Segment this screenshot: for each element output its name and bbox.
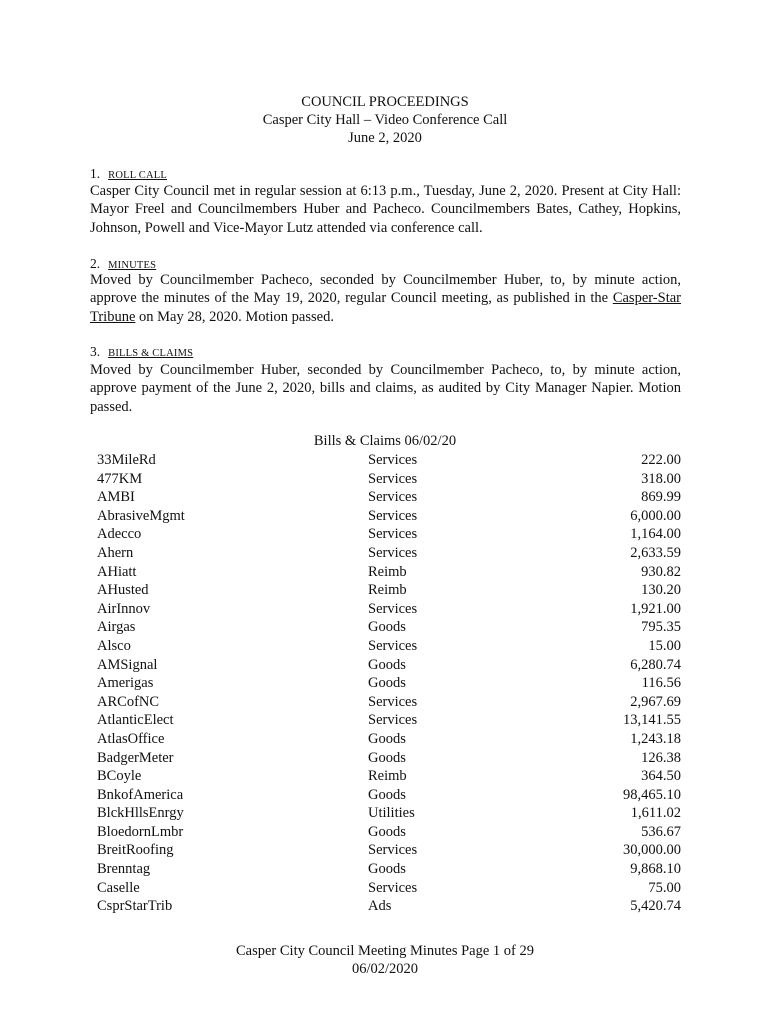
- bill-amount: 1,611.02: [630, 805, 681, 822]
- bill-vendor: BloedornLmbr: [97, 823, 184, 840]
- table-row: [97, 618, 681, 637]
- bill-amount: 6,000.00: [630, 507, 681, 524]
- minutes-paragraph: [90, 271, 681, 326]
- table-row: [97, 581, 681, 600]
- bill-vendor: Caselle: [97, 879, 140, 896]
- bill-vendor: BCoyle: [97, 768, 142, 785]
- section-number: 2.: [90, 256, 101, 271]
- bill-type: Services: [368, 507, 418, 524]
- table-row: [97, 730, 681, 749]
- bill-amount: 130.20: [641, 582, 681, 599]
- newspaper-name: Casper-Star Tribune: [90, 290, 681, 325]
- bill-type: Reimb: [368, 768, 407, 785]
- table-row: [97, 637, 681, 656]
- bill-type: Reimb: [368, 582, 407, 599]
- section-number: 1.: [90, 166, 101, 181]
- bill-type: Goods: [368, 786, 406, 803]
- bill-vendor: AMBI: [97, 489, 135, 506]
- bill-type: Goods: [368, 675, 406, 692]
- section-label: BILLS & CLAIMS: [108, 348, 194, 359]
- table-row: [97, 470, 681, 489]
- bill-vendor: BnkofAmerica: [97, 786, 184, 803]
- table-row: [97, 507, 681, 526]
- bill-vendor: AHiatt: [97, 563, 137, 580]
- table-row: [97, 897, 681, 916]
- table-row: [97, 860, 681, 879]
- minutes-text-before: Moved by Councilmember Pacheco, seconded by Councilmember Huber, to, by minute action, approve the minutes of the May 19, 2020, regular Council meeting, as published in the: [90, 272, 681, 307]
- bill-amount: 9,868.10: [630, 861, 681, 878]
- bill-type: Services: [368, 637, 418, 654]
- bill-type: Services: [368, 452, 418, 468]
- minutes-text-after: on May 28, 2020. Motion passed.: [135, 308, 334, 325]
- bill-amount: 1,921.00: [630, 600, 681, 617]
- bill-amount: 364.50: [641, 768, 681, 785]
- bill-type: Services: [368, 879, 418, 896]
- section-label: ROLL CALL: [108, 170, 167, 181]
- bill-vendor: 477KM: [97, 470, 143, 487]
- bill-type: Services: [368, 544, 418, 561]
- bill-amount: 13,141.55: [623, 712, 681, 729]
- bill-amount: 1,243.18: [630, 730, 681, 747]
- bills-claims-paragraph: Moved by Councilmember Huber, seconded by Councilmember Pacheco, to, by minute action, approve payment of the June 2, 2020, bills and claims, as audited by City Manager Napier. Motion passed.: [90, 362, 681, 415]
- bill-amount: 1,164.00: [630, 526, 681, 543]
- bill-amount: 116.56: [641, 675, 681, 692]
- bill-type: Services: [368, 842, 418, 859]
- table-row: [97, 786, 681, 805]
- bill-type: Reimb: [368, 563, 407, 580]
- bill-amount: 15.00: [648, 637, 681, 654]
- bill-type: Services: [368, 693, 418, 710]
- bill-vendor: Airgas: [97, 619, 136, 636]
- bill-amount: 795.35: [641, 619, 681, 636]
- bill-vendor: BreitRoofing: [97, 842, 174, 859]
- section-heading-bills-claims: [90, 344, 193, 362]
- table-row: [97, 600, 681, 619]
- bill-vendor: AHusted: [97, 582, 149, 599]
- bill-type: Services: [368, 489, 418, 506]
- bill-type: Services: [368, 526, 418, 543]
- bill-vendor: BlckHllsEnrgy: [97, 805, 184, 822]
- page-footer: Casper City Council Meeting Minutes Page 1 of 29: [235, 943, 535, 959]
- bill-amount: 126.38: [641, 749, 681, 766]
- bill-vendor: BadgerMeter: [97, 749, 174, 766]
- table-row: [97, 693, 681, 712]
- section-label: MINUTES: [108, 260, 157, 271]
- bill-vendor: Amerigas: [97, 675, 154, 692]
- table-row: [97, 879, 681, 898]
- roll-call-paragraph: Casper City Council met in regular session at 6:13 p.m., Tuesday, June 2, 2020. Present at City Hall: Mayor Freel and Councilmembers Huber and Pacheco. Councilmembers Bates, Cathey, Hopkins, Johnson, Powell and Vice-Mayor Lutz attended via conference call.: [90, 183, 681, 236]
- section-number: 3.: [90, 344, 101, 359]
- bill-vendor: CsprStarTrib: [97, 898, 173, 915]
- bill-vendor: AirInnov: [97, 600, 151, 617]
- bill-amount: 869.99: [641, 489, 681, 506]
- bill-vendor: 33MileRd: [97, 452, 156, 468]
- bill-vendor: AtlasOffice: [97, 730, 165, 747]
- bill-type: Utilities: [368, 805, 415, 822]
- bill-type: Goods: [368, 823, 406, 840]
- bill-amount: 2,967.69: [630, 693, 681, 710]
- table-row: [97, 804, 681, 823]
- bill-type: Goods: [368, 619, 406, 636]
- table-row: [97, 563, 681, 582]
- bill-vendor: Brenntag: [97, 861, 151, 878]
- bill-amount: 6,280.74: [630, 656, 681, 673]
- document-date: June 2, 2020: [348, 130, 422, 146]
- table-row: [97, 451, 681, 470]
- bill-vendor: AbrasiveMgmt: [97, 507, 185, 524]
- table-row: [97, 544, 681, 563]
- table-row: [97, 674, 681, 693]
- bill-amount: 536.67: [641, 823, 681, 840]
- table-row: [97, 488, 681, 507]
- bill-amount: 222.00: [641, 452, 681, 468]
- bill-vendor: Ahern: [97, 544, 134, 561]
- table-row: [97, 711, 681, 730]
- document-title: COUNCIL PROCEEDINGS: [301, 94, 469, 110]
- bill-type: Goods: [368, 656, 406, 673]
- bill-type: Goods: [368, 730, 406, 747]
- bill-vendor: Adecco: [97, 526, 142, 543]
- bill-type: Goods: [368, 749, 406, 766]
- table-row: [97, 656, 681, 675]
- bill-type: Services: [368, 600, 418, 617]
- bill-vendor: ARCofNC: [97, 693, 160, 710]
- bill-amount: 930.82: [641, 563, 681, 580]
- bill-vendor: Alsco: [97, 637, 131, 654]
- table-row: [97, 841, 681, 860]
- table-row: [97, 525, 681, 544]
- bills-table: [97, 451, 681, 916]
- bill-amount: 30,000.00: [623, 842, 681, 859]
- table-row: [97, 767, 681, 786]
- bill-amount: 98,465.10: [623, 786, 681, 803]
- bill-type: Services: [368, 712, 418, 729]
- bill-amount: 2,633.59: [630, 544, 681, 561]
- bill-vendor: AtlanticElect: [97, 712, 174, 729]
- bill-vendor: AMSignal: [97, 656, 158, 673]
- table-row: [97, 823, 681, 842]
- bill-amount: 75.00: [648, 879, 681, 896]
- footer-date: 06/02/2020: [351, 961, 419, 977]
- bill-amount: 318.00: [641, 470, 681, 487]
- bill-type: Goods: [368, 861, 406, 878]
- bill-type: Services: [368, 470, 418, 487]
- bill-amount: 5,420.74: [630, 898, 681, 915]
- table-row: [97, 749, 681, 768]
- bills-table-title: Bills & Claims 06/02/20: [313, 433, 457, 449]
- document-subtitle: Casper City Hall – Video Conference Call: [262, 112, 508, 128]
- bill-type: Ads: [368, 898, 392, 915]
